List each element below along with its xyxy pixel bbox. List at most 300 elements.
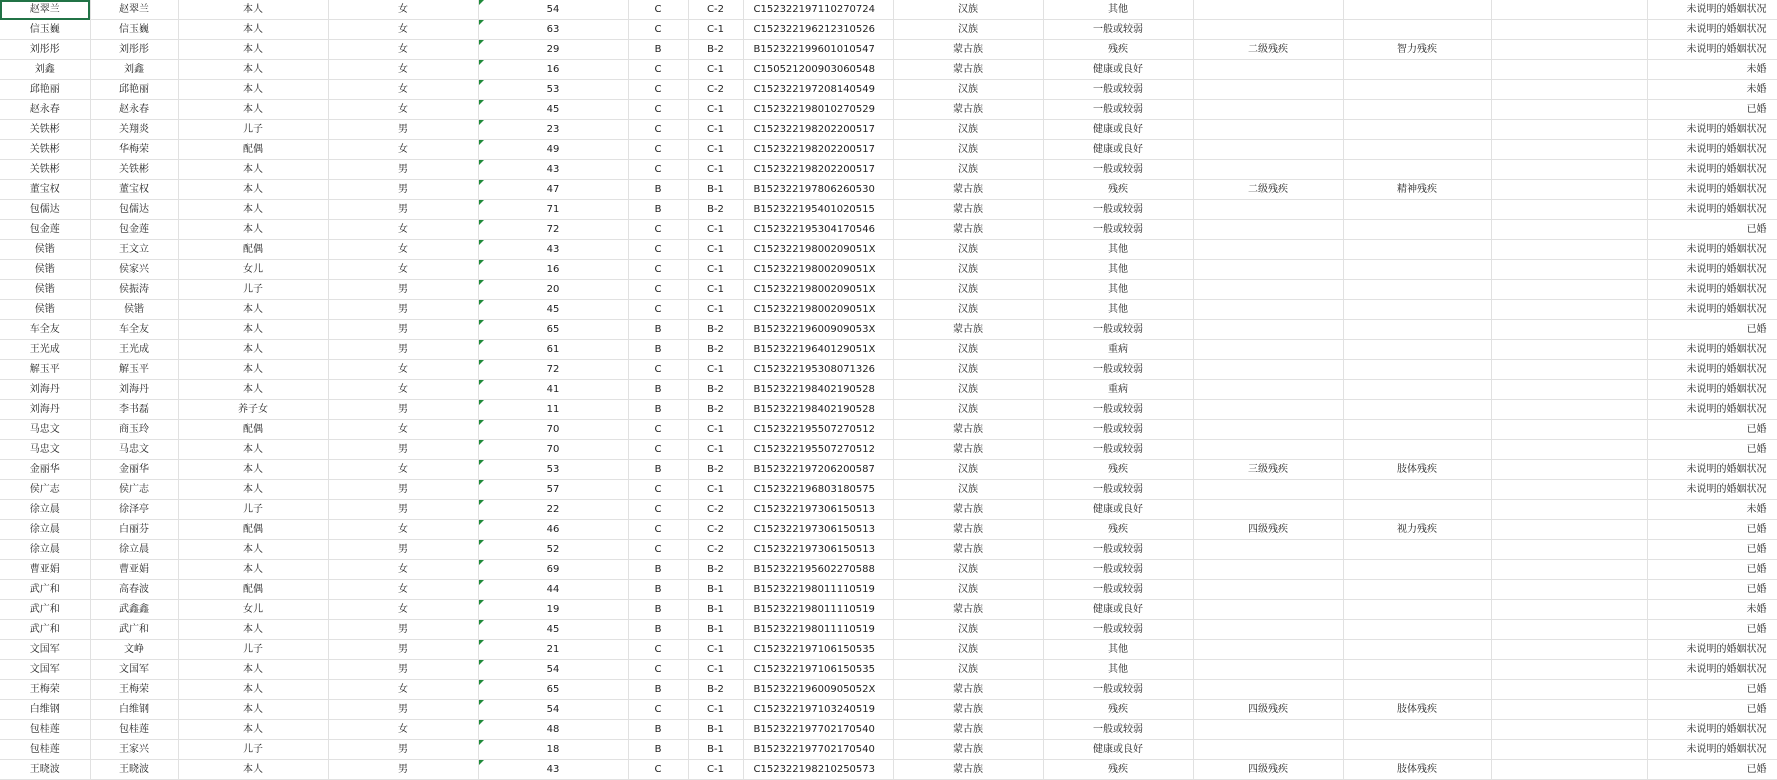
cell-gender[interactable]: 女 bbox=[328, 40, 478, 60]
cell-age[interactable]: 57 bbox=[478, 480, 628, 500]
cell-subgrade[interactable]: B-2 bbox=[688, 560, 743, 580]
cell-relation[interactable]: 本人 bbox=[178, 180, 328, 200]
cell-empty[interactable] bbox=[1491, 120, 1647, 140]
cell-relation[interactable]: 儿子 bbox=[178, 120, 328, 140]
cell-disability-level[interactable]: 四级残疾 bbox=[1193, 520, 1343, 540]
cell-empty[interactable] bbox=[1491, 600, 1647, 620]
cell-marital-status[interactable]: 未说明的婚姻状况 bbox=[1647, 640, 1777, 660]
cell-gender[interactable]: 女 bbox=[328, 60, 478, 80]
cell-health[interactable]: 一般或较弱 bbox=[1043, 620, 1193, 640]
cell-marital-status[interactable]: 未说明的婚姻状况 bbox=[1647, 340, 1777, 360]
cell-disability-type[interactable] bbox=[1343, 140, 1491, 160]
cell-health[interactable]: 一般或较弱 bbox=[1043, 160, 1193, 180]
cell-empty[interactable] bbox=[1491, 680, 1647, 700]
cell-subgrade[interactable]: C-2 bbox=[688, 540, 743, 560]
cell-gender[interactable]: 男 bbox=[328, 320, 478, 340]
cell-gender[interactable]: 女 bbox=[328, 100, 478, 120]
cell-ethnicity[interactable]: 汉族 bbox=[893, 560, 1043, 580]
cell-relation[interactable]: 养子女 bbox=[178, 400, 328, 420]
cell-id-number[interactable]: C150521200903060548 bbox=[743, 60, 893, 80]
cell-age[interactable]: 23 bbox=[478, 120, 628, 140]
cell-relation[interactable]: 本人 bbox=[178, 560, 328, 580]
cell-holder[interactable]: 刘海丹 bbox=[0, 400, 90, 420]
cell-relation[interactable]: 配偶 bbox=[178, 580, 328, 600]
cell-relation[interactable]: 本人 bbox=[178, 40, 328, 60]
cell-health[interactable]: 一般或较弱 bbox=[1043, 720, 1193, 740]
cell-ethnicity[interactable]: 蒙古族 bbox=[893, 100, 1043, 120]
cell-grade[interactable]: C bbox=[628, 220, 688, 240]
cell-subgrade[interactable]: C-1 bbox=[688, 140, 743, 160]
cell-holder[interactable]: 邱艳丽 bbox=[0, 80, 90, 100]
cell-health[interactable]: 一般或较弱 bbox=[1043, 400, 1193, 420]
cell-disability-type[interactable] bbox=[1343, 320, 1491, 340]
cell-age[interactable]: 54 bbox=[478, 660, 628, 680]
cell-marital-status[interactable]: 已婚 bbox=[1647, 680, 1777, 700]
cell-id-number[interactable]: C15232219800209051X bbox=[743, 240, 893, 260]
cell-gender[interactable]: 男 bbox=[328, 480, 478, 500]
cell-name[interactable]: 王家兴 bbox=[90, 740, 178, 760]
cell-name[interactable]: 马忠文 bbox=[90, 440, 178, 460]
cell-gender[interactable]: 男 bbox=[328, 120, 478, 140]
cell-gender[interactable]: 男 bbox=[328, 640, 478, 660]
cell-holder[interactable]: 白维钢 bbox=[0, 700, 90, 720]
cell-gender[interactable]: 女 bbox=[328, 0, 478, 20]
cell-relation[interactable]: 本人 bbox=[178, 320, 328, 340]
cell-marital-status[interactable]: 未说明的婚姻状况 bbox=[1647, 140, 1777, 160]
cell-marital-status[interactable]: 未说明的婚姻状况 bbox=[1647, 380, 1777, 400]
cell-ethnicity[interactable]: 蒙古族 bbox=[893, 420, 1043, 440]
cell-subgrade[interactable]: B-2 bbox=[688, 320, 743, 340]
cell-disability-level[interactable] bbox=[1193, 360, 1343, 380]
cell-id-number[interactable]: B152322198402190528 bbox=[743, 400, 893, 420]
cell-grade[interactable]: C bbox=[628, 20, 688, 40]
cell-holder[interactable]: 解玉平 bbox=[0, 360, 90, 380]
cell-holder[interactable]: 武广和 bbox=[0, 620, 90, 640]
cell-marital-status[interactable]: 未说明的婚姻状况 bbox=[1647, 720, 1777, 740]
cell-name[interactable]: 关铁彬 bbox=[90, 160, 178, 180]
cell-age[interactable]: 22 bbox=[478, 500, 628, 520]
cell-holder[interactable]: 侯锴 bbox=[0, 240, 90, 260]
cell-subgrade[interactable]: C-1 bbox=[688, 760, 743, 780]
cell-marital-status[interactable]: 未婚 bbox=[1647, 600, 1777, 620]
cell-disability-level[interactable] bbox=[1193, 0, 1343, 20]
cell-grade[interactable]: C bbox=[628, 520, 688, 540]
cell-gender[interactable]: 女 bbox=[328, 380, 478, 400]
cell-gender[interactable]: 女 bbox=[328, 580, 478, 600]
cell-id-number[interactable]: C152322197103240519 bbox=[743, 700, 893, 720]
cell-name[interactable]: 关翔炎 bbox=[90, 120, 178, 140]
cell-holder[interactable]: 赵永春 bbox=[0, 100, 90, 120]
cell-id-number[interactable]: B152322198011110519 bbox=[743, 620, 893, 640]
cell-ethnicity[interactable]: 蒙古族 bbox=[893, 740, 1043, 760]
cell-disability-level[interactable] bbox=[1193, 640, 1343, 660]
cell-empty[interactable] bbox=[1491, 100, 1647, 120]
cell-gender[interactable]: 男 bbox=[328, 340, 478, 360]
cell-marital-status[interactable]: 未婚 bbox=[1647, 80, 1777, 100]
cell-holder[interactable]: 侯广志 bbox=[0, 480, 90, 500]
cell-grade[interactable]: C bbox=[628, 60, 688, 80]
cell-age[interactable]: 16 bbox=[478, 260, 628, 280]
cell-ethnicity[interactable]: 蒙古族 bbox=[893, 520, 1043, 540]
cell-name[interactable]: 李书磊 bbox=[90, 400, 178, 420]
cell-relation[interactable]: 儿子 bbox=[178, 740, 328, 760]
cell-marital-status[interactable]: 已婚 bbox=[1647, 580, 1777, 600]
cell-empty[interactable] bbox=[1491, 180, 1647, 200]
cell-gender[interactable]: 女 bbox=[328, 360, 478, 380]
cell-grade[interactable]: C bbox=[628, 540, 688, 560]
cell-grade[interactable]: B bbox=[628, 680, 688, 700]
cell-name[interactable]: 曹亚娟 bbox=[90, 560, 178, 580]
cell-marital-status[interactable]: 未说明的婚姻状况 bbox=[1647, 160, 1777, 180]
cell-relation[interactable]: 本人 bbox=[178, 80, 328, 100]
cell-health[interactable]: 残疾 bbox=[1043, 40, 1193, 60]
cell-gender[interactable]: 男 bbox=[328, 540, 478, 560]
cell-disability-type[interactable] bbox=[1343, 240, 1491, 260]
cell-grade[interactable]: C bbox=[628, 300, 688, 320]
cell-empty[interactable] bbox=[1491, 0, 1647, 20]
cell-subgrade[interactable]: C-2 bbox=[688, 0, 743, 20]
cell-age[interactable]: 48 bbox=[478, 720, 628, 740]
cell-gender[interactable]: 女 bbox=[328, 420, 478, 440]
cell-holder[interactable]: 武广和 bbox=[0, 580, 90, 600]
cell-grade[interactable]: C bbox=[628, 640, 688, 660]
cell-id-number[interactable]: C15232219800209051X bbox=[743, 260, 893, 280]
cell-ethnicity[interactable]: 蒙古族 bbox=[893, 180, 1043, 200]
cell-grade[interactable]: B bbox=[628, 400, 688, 420]
cell-marital-status[interactable]: 未婚 bbox=[1647, 60, 1777, 80]
cell-age[interactable]: 72 bbox=[478, 360, 628, 380]
cell-marital-status[interactable]: 未说明的婚姻状况 bbox=[1647, 20, 1777, 40]
cell-relation[interactable]: 本人 bbox=[178, 540, 328, 560]
cell-subgrade[interactable]: C-2 bbox=[688, 500, 743, 520]
cell-id-number[interactable]: B152322197702170540 bbox=[743, 740, 893, 760]
cell-disability-level[interactable] bbox=[1193, 300, 1343, 320]
cell-grade[interactable]: B bbox=[628, 580, 688, 600]
cell-ethnicity[interactable]: 汉族 bbox=[893, 620, 1043, 640]
cell-empty[interactable] bbox=[1491, 500, 1647, 520]
cell-grade[interactable]: C bbox=[628, 140, 688, 160]
cell-holder[interactable]: 侯锴 bbox=[0, 260, 90, 280]
cell-empty[interactable] bbox=[1491, 540, 1647, 560]
cell-marital-status[interactable]: 已婚 bbox=[1647, 760, 1777, 780]
cell-name[interactable]: 车全友 bbox=[90, 320, 178, 340]
cell-disability-level[interactable]: 二级残疾 bbox=[1193, 40, 1343, 60]
cell-name[interactable]: 赵翠兰 bbox=[90, 0, 178, 20]
cell-subgrade[interactable]: C-1 bbox=[688, 100, 743, 120]
cell-grade[interactable]: B bbox=[628, 560, 688, 580]
cell-id-number[interactable]: C152322198202200517 bbox=[743, 160, 893, 180]
cell-health[interactable]: 健康或良好 bbox=[1043, 600, 1193, 620]
cell-disability-level[interactable] bbox=[1193, 60, 1343, 80]
cell-id-number[interactable]: C152322196212310526 bbox=[743, 20, 893, 40]
cell-empty[interactable] bbox=[1491, 140, 1647, 160]
cell-disability-type[interactable] bbox=[1343, 660, 1491, 680]
cell-ethnicity[interactable]: 蒙古族 bbox=[893, 500, 1043, 520]
cell-subgrade[interactable]: C-1 bbox=[688, 420, 743, 440]
cell-subgrade[interactable]: C-1 bbox=[688, 700, 743, 720]
cell-ethnicity[interactable]: 蒙古族 bbox=[893, 320, 1043, 340]
cell-name[interactable]: 侯锴 bbox=[90, 300, 178, 320]
cell-empty[interactable] bbox=[1491, 560, 1647, 580]
cell-ethnicity[interactable]: 汉族 bbox=[893, 400, 1043, 420]
cell-subgrade[interactable]: C-1 bbox=[688, 660, 743, 680]
cell-relation[interactable]: 女儿 bbox=[178, 260, 328, 280]
cell-disability-type[interactable] bbox=[1343, 160, 1491, 180]
cell-age[interactable]: 52 bbox=[478, 540, 628, 560]
cell-subgrade[interactable]: B-2 bbox=[688, 400, 743, 420]
cell-marital-status[interactable]: 已婚 bbox=[1647, 560, 1777, 580]
cell-subgrade[interactable]: C-1 bbox=[688, 260, 743, 280]
cell-health[interactable]: 健康或良好 bbox=[1043, 140, 1193, 160]
cell-holder[interactable]: 信玉巍 bbox=[0, 20, 90, 40]
cell-disability-level[interactable] bbox=[1193, 280, 1343, 300]
cell-gender[interactable]: 男 bbox=[328, 500, 478, 520]
cell-relation[interactable]: 儿子 bbox=[178, 500, 328, 520]
cell-gender[interactable]: 男 bbox=[328, 300, 478, 320]
cell-relation[interactable]: 配偶 bbox=[178, 420, 328, 440]
cell-name[interactable]: 刘海丹 bbox=[90, 380, 178, 400]
cell-subgrade[interactable]: C-1 bbox=[688, 360, 743, 380]
cell-subgrade[interactable]: C-1 bbox=[688, 240, 743, 260]
cell-id-number[interactable]: B15232219600909053X bbox=[743, 320, 893, 340]
cell-age[interactable]: 61 bbox=[478, 340, 628, 360]
cell-id-number[interactable]: C152322196803180575 bbox=[743, 480, 893, 500]
cell-holder[interactable]: 文国军 bbox=[0, 660, 90, 680]
cell-empty[interactable] bbox=[1491, 220, 1647, 240]
cell-age[interactable]: 46 bbox=[478, 520, 628, 540]
cell-holder[interactable]: 侯锴 bbox=[0, 300, 90, 320]
cell-empty[interactable] bbox=[1491, 700, 1647, 720]
cell-age[interactable]: 41 bbox=[478, 380, 628, 400]
cell-health[interactable]: 重病 bbox=[1043, 380, 1193, 400]
cell-disability-type[interactable] bbox=[1343, 300, 1491, 320]
cell-id-number[interactable]: C152322197306150513 bbox=[743, 500, 893, 520]
cell-marital-status[interactable]: 未说明的婚姻状况 bbox=[1647, 240, 1777, 260]
cell-relation[interactable]: 本人 bbox=[178, 700, 328, 720]
cell-age[interactable]: 71 bbox=[478, 200, 628, 220]
cell-empty[interactable] bbox=[1491, 340, 1647, 360]
cell-id-number[interactable]: C152322195507270512 bbox=[743, 420, 893, 440]
cell-holder[interactable]: 关铁彬 bbox=[0, 140, 90, 160]
cell-health[interactable]: 一般或较弱 bbox=[1043, 80, 1193, 100]
cell-disability-level[interactable] bbox=[1193, 480, 1343, 500]
cell-disability-type[interactable]: 肢体残疾 bbox=[1343, 760, 1491, 780]
cell-age[interactable]: 54 bbox=[478, 0, 628, 20]
cell-disability-level[interactable] bbox=[1193, 580, 1343, 600]
cell-marital-status[interactable]: 未说明的婚姻状况 bbox=[1647, 120, 1777, 140]
cell-name[interactable]: 侯振涛 bbox=[90, 280, 178, 300]
cell-health[interactable]: 一般或较弱 bbox=[1043, 480, 1193, 500]
cell-subgrade[interactable]: C-1 bbox=[688, 300, 743, 320]
cell-subgrade[interactable]: C-1 bbox=[688, 60, 743, 80]
cell-age[interactable]: 47 bbox=[478, 180, 628, 200]
cell-disability-level[interactable]: 四级残疾 bbox=[1193, 760, 1343, 780]
cell-marital-status[interactable]: 未说明的婚姻状况 bbox=[1647, 40, 1777, 60]
cell-disability-type[interactable]: 视力残疾 bbox=[1343, 520, 1491, 540]
cell-empty[interactable] bbox=[1491, 380, 1647, 400]
cell-grade[interactable]: B bbox=[628, 460, 688, 480]
cell-health[interactable]: 其他 bbox=[1043, 0, 1193, 20]
cell-empty[interactable] bbox=[1491, 200, 1647, 220]
cell-relation[interactable]: 本人 bbox=[178, 480, 328, 500]
cell-grade[interactable]: C bbox=[628, 360, 688, 380]
cell-disability-type[interactable] bbox=[1343, 60, 1491, 80]
cell-gender[interactable]: 女 bbox=[328, 220, 478, 240]
cell-disability-level[interactable]: 四级残疾 bbox=[1193, 700, 1343, 720]
cell-name[interactable]: 徐泽亭 bbox=[90, 500, 178, 520]
cell-health[interactable]: 残疾 bbox=[1043, 180, 1193, 200]
cell-empty[interactable] bbox=[1491, 640, 1647, 660]
cell-gender[interactable]: 女 bbox=[328, 560, 478, 580]
cell-id-number[interactable]: B152322198011110519 bbox=[743, 600, 893, 620]
cell-age[interactable]: 65 bbox=[478, 320, 628, 340]
cell-relation[interactable]: 本人 bbox=[178, 620, 328, 640]
cell-holder[interactable]: 刘鑫 bbox=[0, 60, 90, 80]
cell-health[interactable]: 健康或良好 bbox=[1043, 120, 1193, 140]
cell-ethnicity[interactable]: 汉族 bbox=[893, 340, 1043, 360]
cell-holder[interactable]: 关铁彬 bbox=[0, 160, 90, 180]
cell-age[interactable]: 49 bbox=[478, 140, 628, 160]
cell-subgrade[interactable]: B-1 bbox=[688, 180, 743, 200]
cell-disability-level[interactable] bbox=[1193, 540, 1343, 560]
cell-ethnicity[interactable]: 蒙古族 bbox=[893, 440, 1043, 460]
cell-age[interactable]: 16 bbox=[478, 60, 628, 80]
cell-disability-type[interactable] bbox=[1343, 100, 1491, 120]
cell-marital-status[interactable]: 未说明的婚姻状况 bbox=[1647, 180, 1777, 200]
cell-grade[interactable]: C bbox=[628, 700, 688, 720]
cell-disability-type[interactable] bbox=[1343, 620, 1491, 640]
cell-empty[interactable] bbox=[1491, 20, 1647, 40]
cell-disability-level[interactable] bbox=[1193, 620, 1343, 640]
cell-holder[interactable]: 包桂莲 bbox=[0, 720, 90, 740]
cell-ethnicity[interactable]: 汉族 bbox=[893, 580, 1043, 600]
cell-marital-status[interactable]: 已婚 bbox=[1647, 540, 1777, 560]
cell-ethnicity[interactable]: 汉族 bbox=[893, 120, 1043, 140]
cell-age[interactable]: 65 bbox=[478, 680, 628, 700]
cell-disability-type[interactable] bbox=[1343, 720, 1491, 740]
cell-disability-level[interactable] bbox=[1193, 440, 1343, 460]
cell-name[interactable]: 武鑫鑫 bbox=[90, 600, 178, 620]
cell-id-number[interactable]: C152322195308071326 bbox=[743, 360, 893, 380]
cell-name[interactable]: 武广和 bbox=[90, 620, 178, 640]
cell-name[interactable]: 金丽华 bbox=[90, 460, 178, 480]
cell-ethnicity[interactable]: 汉族 bbox=[893, 0, 1043, 20]
cell-ethnicity[interactable]: 汉族 bbox=[893, 80, 1043, 100]
cell-empty[interactable] bbox=[1491, 60, 1647, 80]
cell-grade[interactable]: C bbox=[628, 420, 688, 440]
cell-disability-level[interactable] bbox=[1193, 320, 1343, 340]
cell-disability-level[interactable] bbox=[1193, 720, 1343, 740]
cell-health[interactable]: 重病 bbox=[1043, 340, 1193, 360]
cell-health[interactable]: 一般或较弱 bbox=[1043, 580, 1193, 600]
cell-id-number[interactable]: C152322197110270724 bbox=[743, 0, 893, 20]
cell-empty[interactable] bbox=[1491, 740, 1647, 760]
cell-empty[interactable] bbox=[1491, 620, 1647, 640]
cell-subgrade[interactable]: B-2 bbox=[688, 200, 743, 220]
cell-disability-type[interactable] bbox=[1343, 560, 1491, 580]
cell-holder[interactable]: 车全友 bbox=[0, 320, 90, 340]
cell-id-number[interactable]: C152322197306150513 bbox=[743, 520, 893, 540]
cell-age[interactable]: 29 bbox=[478, 40, 628, 60]
cell-ethnicity[interactable]: 蒙古族 bbox=[893, 60, 1043, 80]
cell-name[interactable]: 华梅荣 bbox=[90, 140, 178, 160]
cell-gender[interactable]: 男 bbox=[328, 760, 478, 780]
cell-empty[interactable] bbox=[1491, 80, 1647, 100]
cell-ethnicity[interactable]: 蒙古族 bbox=[893, 760, 1043, 780]
cell-disability-level[interactable] bbox=[1193, 220, 1343, 240]
cell-holder[interactable]: 武广和 bbox=[0, 600, 90, 620]
cell-relation[interactable]: 本人 bbox=[178, 200, 328, 220]
cell-age[interactable]: 70 bbox=[478, 440, 628, 460]
cell-age[interactable]: 45 bbox=[478, 100, 628, 120]
cell-health[interactable]: 其他 bbox=[1043, 300, 1193, 320]
cell-marital-status[interactable]: 已婚 bbox=[1647, 520, 1777, 540]
cell-age[interactable]: 72 bbox=[478, 220, 628, 240]
cell-marital-status[interactable]: 已婚 bbox=[1647, 220, 1777, 240]
cell-marital-status[interactable]: 未说明的婚姻状况 bbox=[1647, 360, 1777, 380]
cell-id-number[interactable]: C152322197106150535 bbox=[743, 660, 893, 680]
cell-grade[interactable]: B bbox=[628, 600, 688, 620]
cell-id-number[interactable]: C152322198202200517 bbox=[743, 140, 893, 160]
cell-relation[interactable]: 本人 bbox=[178, 300, 328, 320]
cell-disability-level[interactable] bbox=[1193, 420, 1343, 440]
cell-disability-type[interactable] bbox=[1343, 480, 1491, 500]
cell-name[interactable]: 董宝权 bbox=[90, 180, 178, 200]
cell-gender[interactable]: 女 bbox=[328, 720, 478, 740]
cell-disability-type[interactable] bbox=[1343, 20, 1491, 40]
cell-ethnicity[interactable]: 蒙古族 bbox=[893, 700, 1043, 720]
cell-name[interactable]: 徐立晨 bbox=[90, 540, 178, 560]
cell-id-number[interactable]: B152322198402190528 bbox=[743, 380, 893, 400]
cell-health[interactable]: 一般或较弱 bbox=[1043, 540, 1193, 560]
cell-name[interactable]: 高春波 bbox=[90, 580, 178, 600]
cell-disability-type[interactable] bbox=[1343, 440, 1491, 460]
cell-disability-level[interactable]: 三级残疾 bbox=[1193, 460, 1343, 480]
cell-relation[interactable]: 配偶 bbox=[178, 140, 328, 160]
cell-id-number[interactable]: C152322195304170546 bbox=[743, 220, 893, 240]
cell-ethnicity[interactable]: 汉族 bbox=[893, 360, 1043, 380]
cell-ethnicity[interactable]: 汉族 bbox=[893, 20, 1043, 40]
cell-disability-type[interactable] bbox=[1343, 400, 1491, 420]
cell-subgrade[interactable]: B-1 bbox=[688, 720, 743, 740]
cell-gender[interactable]: 女 bbox=[328, 140, 478, 160]
cell-health[interactable]: 健康或良好 bbox=[1043, 740, 1193, 760]
cell-empty[interactable] bbox=[1491, 240, 1647, 260]
cell-health[interactable]: 一般或较弱 bbox=[1043, 560, 1193, 580]
cell-relation[interactable]: 配偶 bbox=[178, 240, 328, 260]
cell-health[interactable]: 其他 bbox=[1043, 280, 1193, 300]
cell-disability-type[interactable] bbox=[1343, 360, 1491, 380]
cell-health[interactable]: 一般或较弱 bbox=[1043, 20, 1193, 40]
cell-empty[interactable] bbox=[1491, 160, 1647, 180]
cell-relation[interactable]: 本人 bbox=[178, 460, 328, 480]
cell-age[interactable]: 21 bbox=[478, 640, 628, 660]
cell-health[interactable]: 一般或较弱 bbox=[1043, 360, 1193, 380]
cell-relation[interactable]: 儿子 bbox=[178, 280, 328, 300]
cell-ethnicity[interactable]: 汉族 bbox=[893, 160, 1043, 180]
cell-subgrade[interactable]: C-1 bbox=[688, 120, 743, 140]
cell-name[interactable]: 侯广志 bbox=[90, 480, 178, 500]
cell-age[interactable]: 63 bbox=[478, 20, 628, 40]
cell-holder[interactable]: 王梅荣 bbox=[0, 680, 90, 700]
cell-marital-status[interactable]: 已婚 bbox=[1647, 320, 1777, 340]
cell-subgrade[interactable]: C-1 bbox=[688, 220, 743, 240]
cell-disability-level[interactable] bbox=[1193, 260, 1343, 280]
cell-age[interactable]: 45 bbox=[478, 300, 628, 320]
cell-relation[interactable]: 本人 bbox=[178, 220, 328, 240]
cell-disability-level[interactable] bbox=[1193, 20, 1343, 40]
cell-ethnicity[interactable]: 汉族 bbox=[893, 480, 1043, 500]
